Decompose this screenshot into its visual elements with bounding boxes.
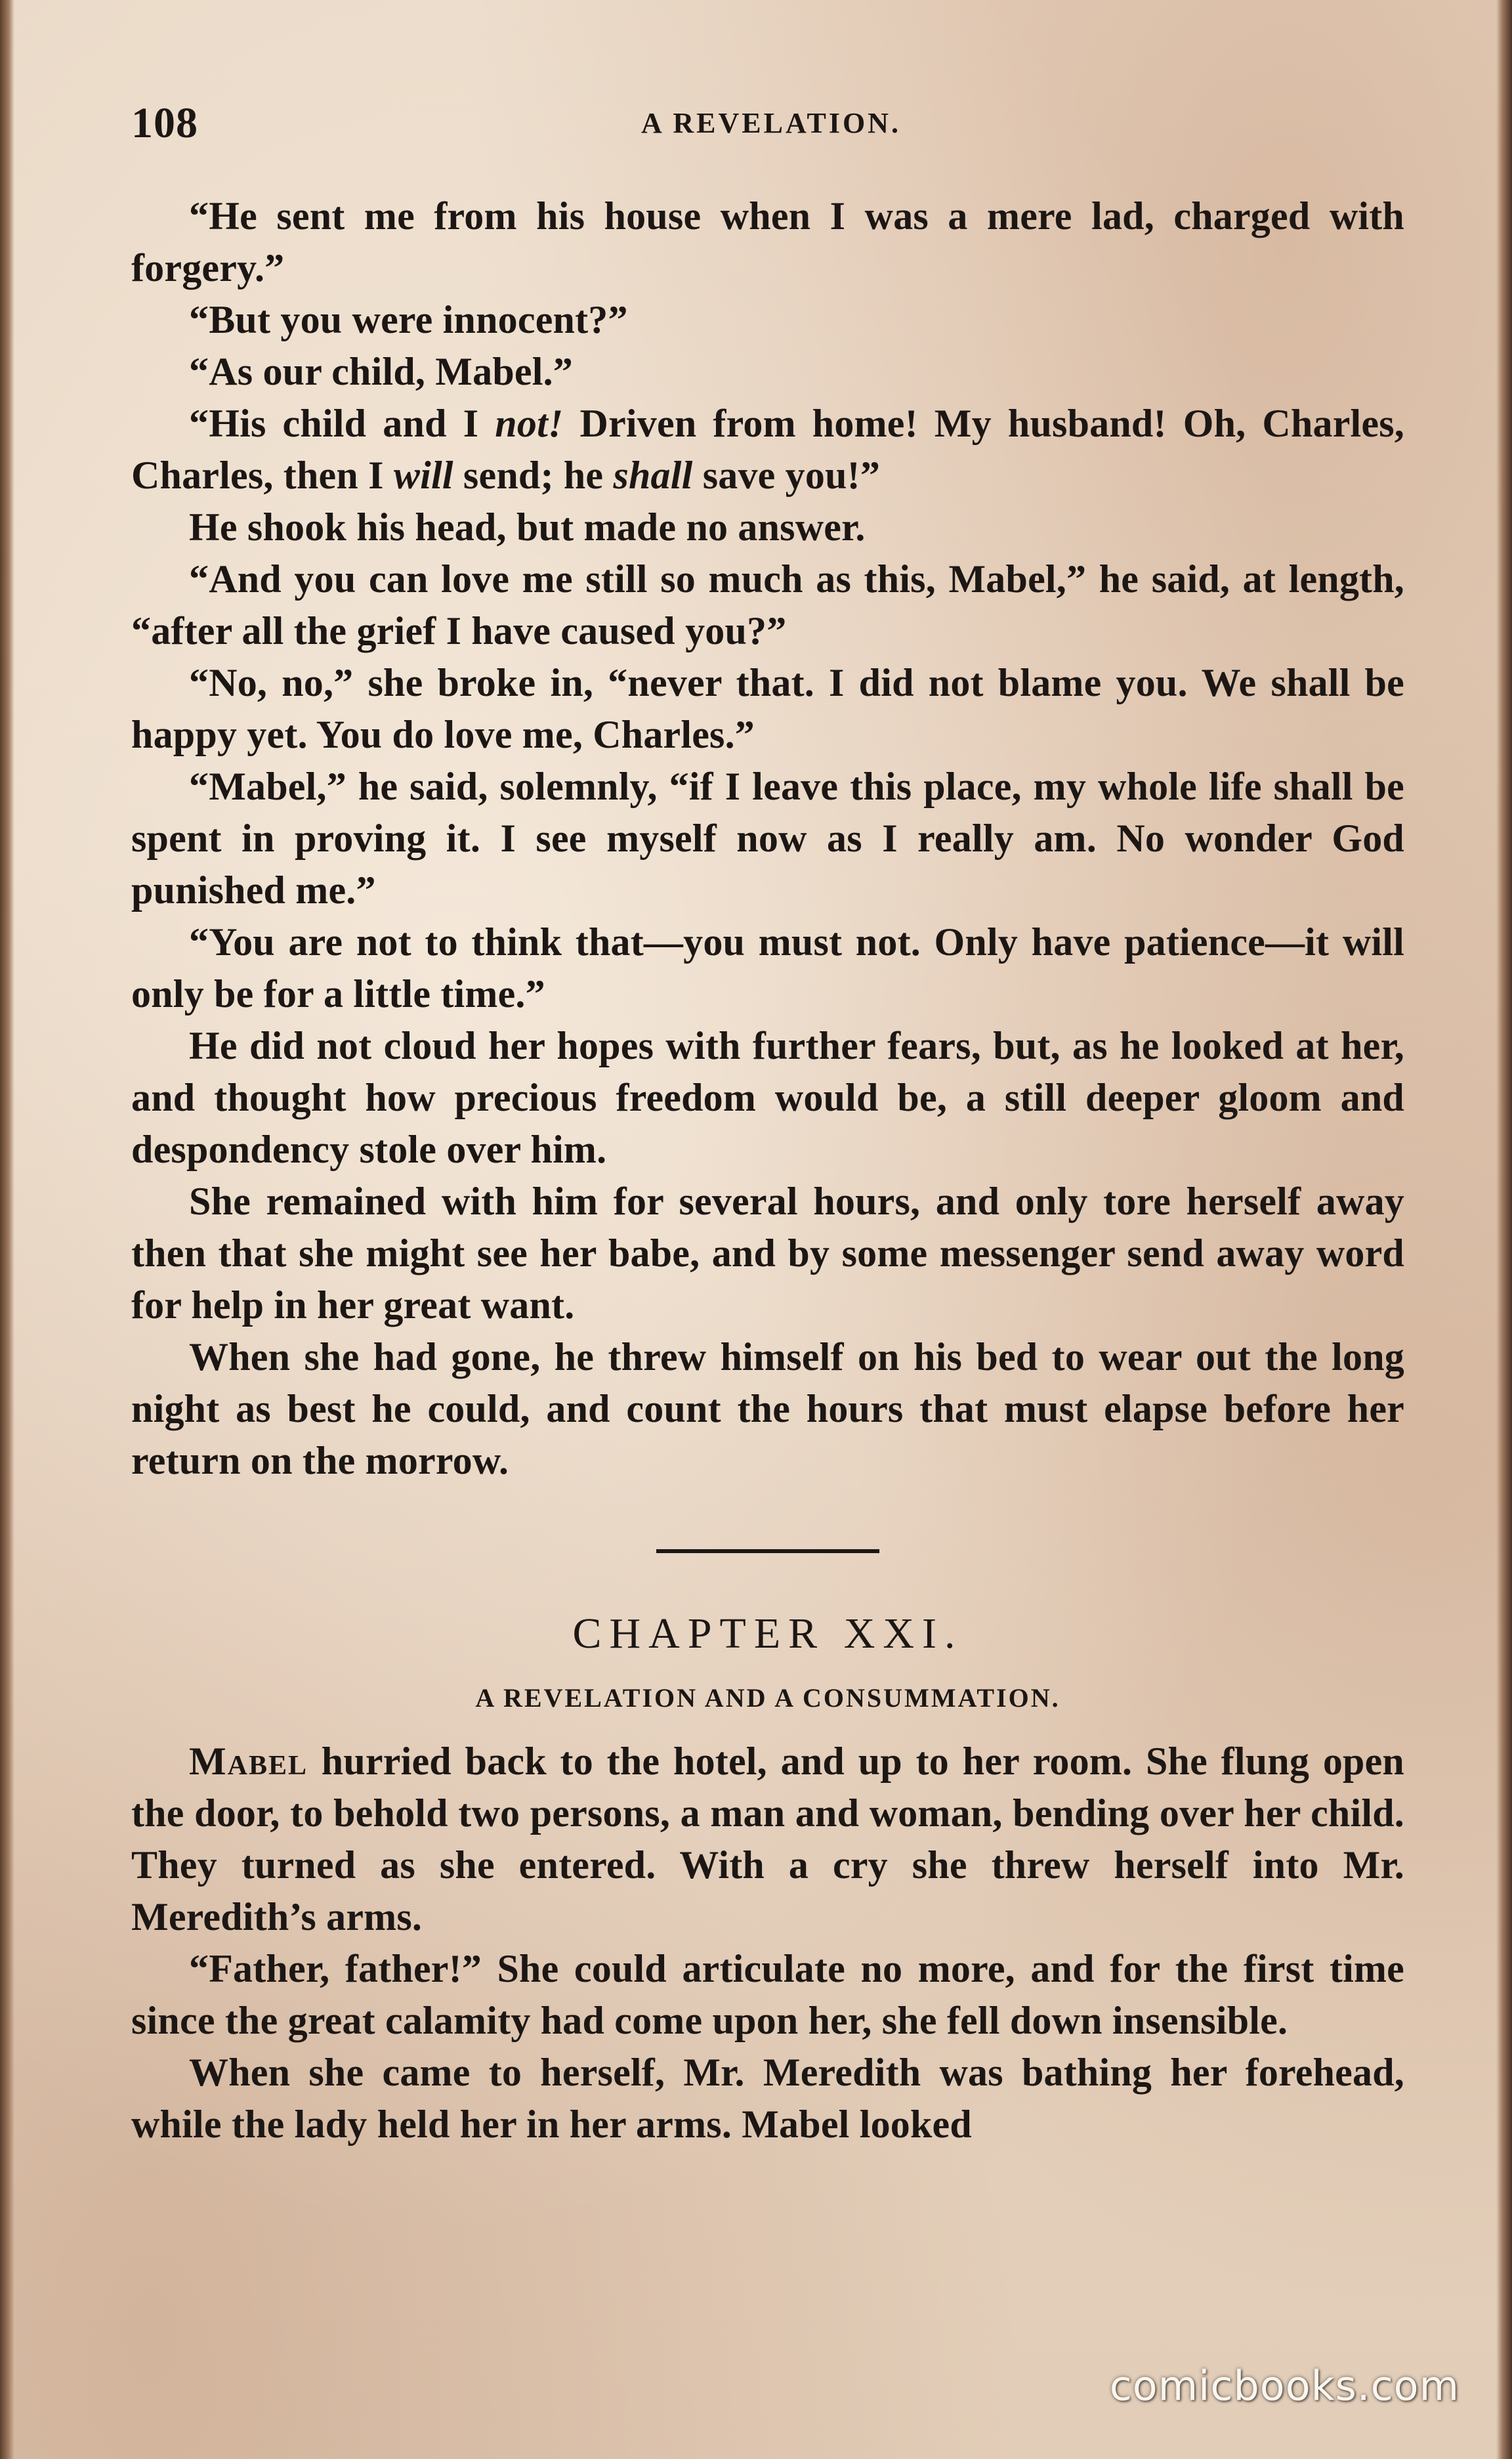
paragraph-text: He did not cloud her hopes with further fears, but, as he looked at her, and thought how precious freedom would be, a still deeper gloom and despondency stole over him. <box>131 1024 1404 1171</box>
paragraphs-before-chapter <box>131 190 1404 1487</box>
page-edge-right <box>1496 0 1512 2459</box>
body-text <box>131 190 1404 2150</box>
paragraph-text: He shook his head, but made no answer. <box>189 505 866 549</box>
paragraph <box>131 916 1404 1020</box>
paragraph-text: When she had gone, he threw himself on his bed to wear out the long night as best he could, and count the hours that must elapse before her return on the morrow. <box>131 1335 1404 1482</box>
running-head: A REVELATION. <box>641 107 901 139</box>
italic-text: not! <box>495 402 564 445</box>
paragraph-text: hurried back to the hotel, and up to her room. She flung open the door, to behold two persons, a man and woman, bending over her child. They turned as she entered. With a cry she threw herself into Mr. Meredith’s arms. <box>131 1740 1404 1938</box>
paragraph <box>131 190 1404 294</box>
page-edge-left <box>0 0 14 2459</box>
paragraph <box>131 657 1404 761</box>
chapter-subtitle: A REVELATION AND A CONSUMMATION. <box>475 1683 1060 1713</box>
paragraph-text: save you!” <box>692 454 881 497</box>
paragraph-text: send; he <box>453 454 614 497</box>
paragraph <box>131 346 1404 398</box>
italic-text: shall <box>613 454 693 497</box>
page-header <box>131 92 1411 158</box>
paragraph-text: “Father, father!” She could articulate no more, and for the first time since the great calamity had come upon her, she fell down insensible. <box>131 1947 1404 2042</box>
paragraph-text: “As our child, Mabel.” <box>189 350 574 393</box>
paragraph-text: “He sent me from his house when I was a mere lad, charged with forgery.” <box>131 194 1404 289</box>
paragraph <box>131 398 1404 502</box>
page-number: 108 <box>131 99 198 147</box>
paragraph <box>131 1331 1404 1487</box>
paragraph-text: When she came to herself, Mr. Meredith was bathing her forehead, while the lady held her in her arms. Mabel looked <box>131 2051 1404 2146</box>
paragraph-text: Driven from home! My husband! Oh, Charles, Charles, then I <box>131 402 1404 497</box>
paragraph <box>131 1020 1404 1176</box>
paragraph-text: “You are not to think that—you must not. Only have patience—it will only be for a little time.” <box>131 920 1404 1016</box>
paragraph-text: “No, no,” she broke in, “never that. I did not blame you. We shall be happy yet. You do love me, Charles.” <box>131 661 1404 756</box>
paragraph-text: “But you were innocent?” <box>189 298 628 341</box>
italic-text: will <box>393 454 453 497</box>
paragraph <box>131 294 1404 346</box>
paragraph <box>131 553 1404 657</box>
small-caps-text: Mabel <box>189 1740 308 1783</box>
paragraph-text: “His child and I <box>189 402 495 445</box>
paragraph <box>131 1176 1404 1331</box>
paragraph-text: “Mabel,” he said, solemnly, “if I leave this place, my whole life shall be spent in proving it. I see myself now as I really am. No wonder God punished me.” <box>131 765 1404 912</box>
section-divider-rule <box>656 1549 879 1553</box>
paragraph <box>131 502 1404 553</box>
paragraph-text: She remained with him for several hours, and only tore herself away then that she might see her babe, and by some messenger send away word for help in her great want. <box>131 1180 1404 1327</box>
chapter-title: CHAPTER XXI. <box>572 1610 963 1657</box>
paragraph <box>131 2047 1404 2150</box>
paragraph-text: “And you can love me still so much as this, Mabel,” he said, at length, “after all the grief I have caused you?” <box>131 557 1404 652</box>
paragraph <box>131 1736 1404 1943</box>
watermark-logo-text: comicbooks.com <box>1109 2362 1460 2410</box>
paragraphs-after-chapter <box>131 1736 1404 2150</box>
paragraph <box>131 761 1404 916</box>
paragraph <box>131 1943 1404 2047</box>
